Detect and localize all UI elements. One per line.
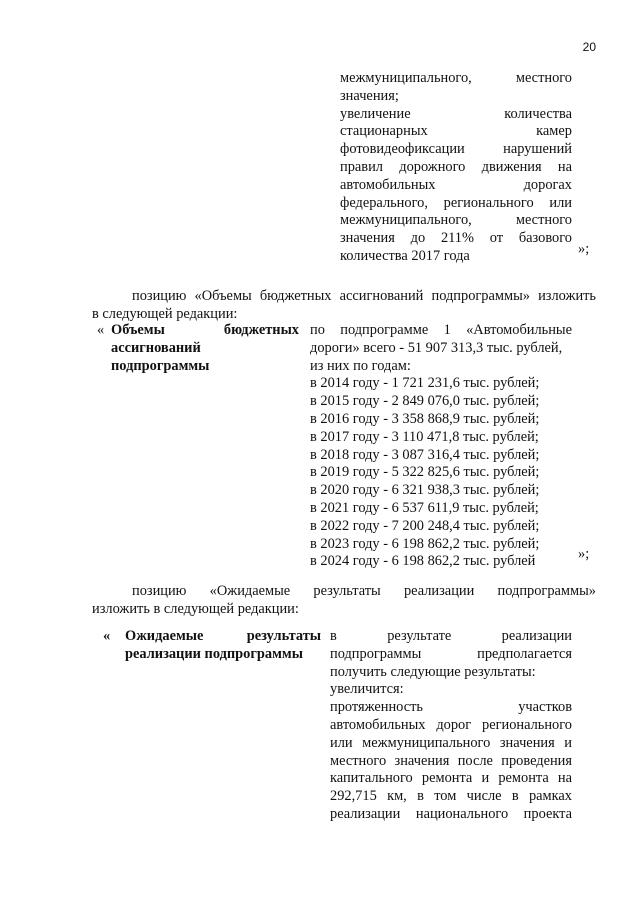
paragraph-line: в следующей редакции: — [92, 305, 238, 322]
value-line: или межмуниципального значения и — [330, 734, 572, 751]
value-line: дороги» всего - 51 907 313,3 тыс. рублей, — [310, 339, 563, 356]
value-line: получить следующие результаты: — [330, 663, 536, 680]
value-line: реализации национального проекта — [330, 805, 572, 822]
paragraph-line: позицию «Ожидаемые результаты реализации подпрограммы» — [132, 583, 596, 599]
instruction-paragraph — [92, 288, 596, 324]
text-line: федерального, регионального или — [340, 194, 572, 211]
page-number: 20 — [582, 40, 596, 54]
value-line: в 2021 году - 6 537 611,9 тыс. рублей; — [310, 499, 539, 516]
table-open-quote: « — [97, 322, 105, 338]
label-line: ассигнований — [111, 339, 201, 356]
paragraph-line: позицию «Объемы бюджетных ассигнований подпрограммы» изложить — [132, 288, 596, 304]
table-label — [111, 322, 299, 375]
paragraph-line: изложить в следующей редакции: — [92, 600, 299, 617]
text-line: межмуниципального, местного — [340, 212, 572, 229]
table-value — [310, 322, 572, 571]
value-line: в 2014 году - 1 721 231,6 тыс. рублей; — [310, 375, 540, 392]
label-word: результаты — [246, 628, 321, 644]
value-line: подпрограммы предполагается — [330, 645, 572, 662]
value-line: в 2018 году - 3 087 316,4 тыс. рублей; — [310, 446, 540, 463]
value-line: в 2015 году - 2 849 076,0 тыс. рублей; — [310, 393, 540, 410]
label-line: подпрограммы — [111, 357, 210, 374]
instruction-paragraph — [92, 583, 596, 619]
label-line: реализации подпрограммы — [125, 645, 303, 662]
value-line: местного значения после проведения — [330, 752, 572, 769]
value-line: в 2016 году - 3 358 868,9 тыс. рублей; — [310, 410, 540, 427]
value-line: из них по годам: — [310, 357, 411, 374]
value-line: в результате реализации — [330, 628, 572, 644]
table-value — [330, 628, 572, 824]
label-word: бюджетных — [223, 322, 299, 338]
value-line: капитального ремонта и ремонта на — [330, 770, 572, 787]
text-line: межмуниципального, местного — [340, 70, 572, 86]
value-line: протяженность участков — [330, 699, 572, 716]
value-line: в 2022 году - 7 200 248,4 тыс. рублей; — [310, 517, 540, 534]
text-line: увеличение количества — [340, 105, 572, 122]
closing-quote: »; — [578, 546, 590, 562]
text-line: фотовидеофиксации нарушений — [340, 141, 572, 158]
text-line: стационарных камер — [340, 123, 572, 140]
value-line: по подпрограмме 1 «Автомобильные — [310, 322, 572, 338]
text-line: количества 2017 года — [340, 247, 470, 264]
table-label — [125, 628, 321, 664]
text-line: значения до 211% от базового — [340, 230, 572, 247]
table-open-quote: « — [103, 628, 111, 644]
value-line: в 2024 году - 6 198 862,2 тыс. рублей — [310, 553, 536, 570]
value-line: 292,715 км, в том числе в рамках — [330, 788, 572, 805]
text-line: автомобильных дорогах — [340, 176, 572, 193]
text-line: правил дорожного движения на — [340, 158, 572, 175]
value-line: в 2023 году - 6 198 862,2 тыс. рублей; — [310, 535, 540, 552]
value-line: в 2020 году - 6 321 938,3 тыс. рублей; — [310, 482, 540, 499]
label-word: Объемы — [111, 322, 165, 338]
top-text-block — [340, 70, 572, 266]
value-line: увеличится: — [330, 681, 404, 698]
text-line: значения; — [340, 87, 399, 104]
value-line: в 2019 году - 5 322 825,6 тыс. рублей; — [310, 464, 540, 481]
closing-quote: »; — [578, 241, 590, 257]
label-word: Ожидаемые — [125, 628, 204, 644]
value-line: в 2017 году - 3 110 471,8 тыс. рублей; — [310, 428, 539, 445]
value-line: автомобильных дорог регионального — [330, 716, 572, 733]
